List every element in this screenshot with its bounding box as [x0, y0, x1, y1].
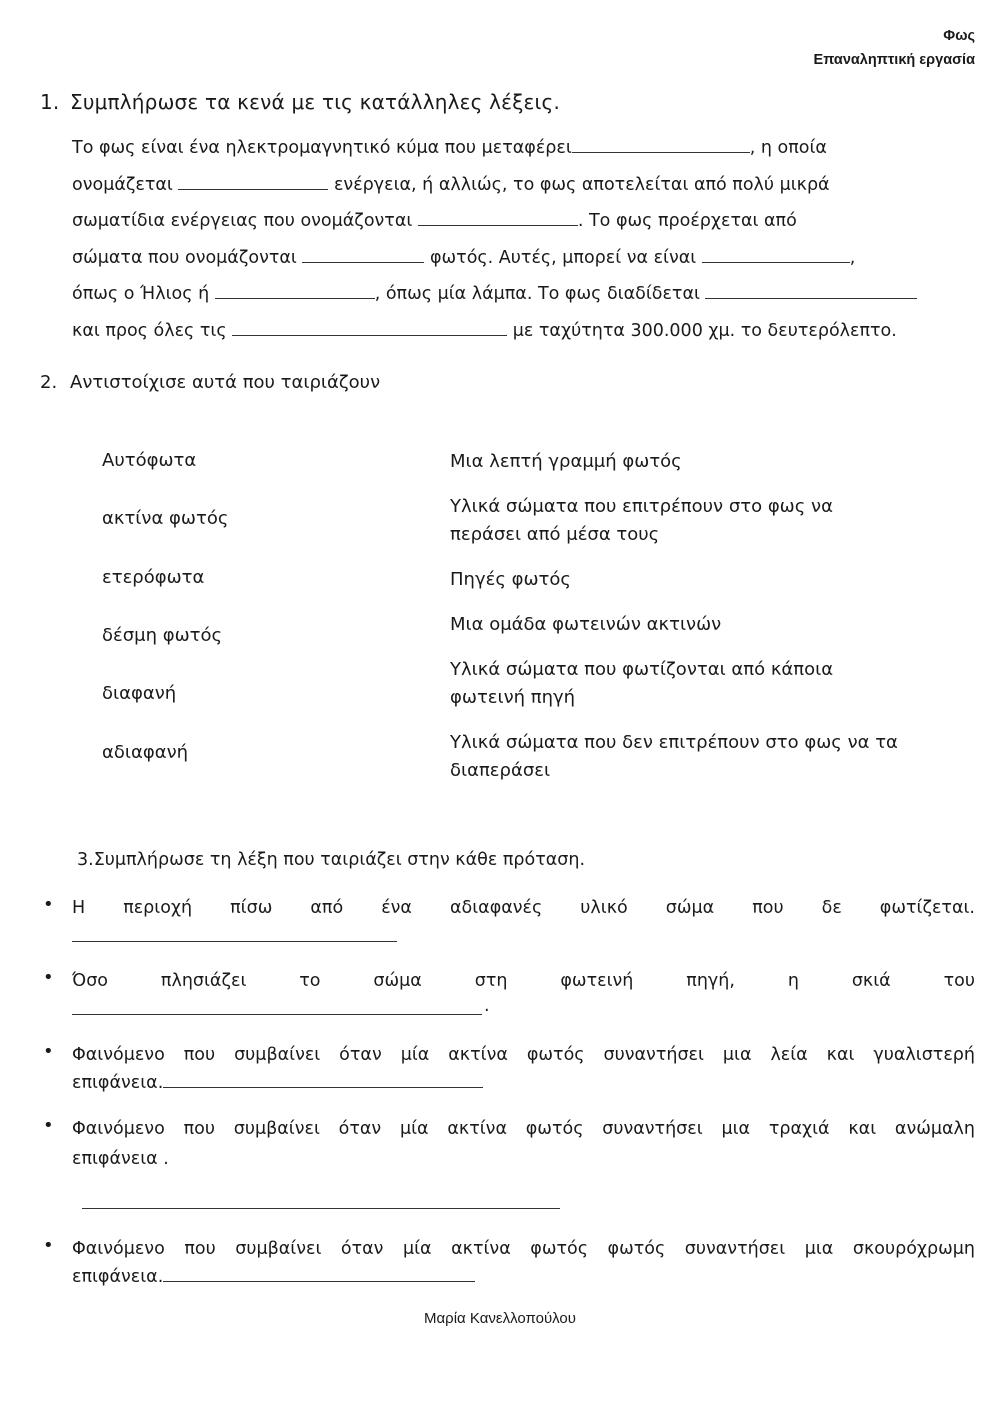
item-end-punct: .	[484, 996, 490, 1016]
match-right-item[interactable]: Πηγές φωτός	[450, 569, 571, 590]
match-right-item[interactable]: Υλικά σώματα που δεν επιτρέπουν στο φως να τα διαπεράσει	[450, 732, 898, 781]
match-left-item[interactable]: ετερόφωτα	[102, 567, 205, 588]
fill-blank-3[interactable]	[418, 207, 578, 226]
fill-blank-8[interactable]	[232, 317, 507, 336]
paragraph-line-2: ονομάζεται ενέργεια, ή αλλιώς, το φως αποτελείται από πολύ μικρά	[72, 167, 972, 204]
paragraph-line-3: σωματίδια ενέργειας που ονομάζονται . Το φως προέρχεται από	[72, 203, 972, 240]
fill-blank-2[interactable]	[178, 171, 328, 190]
match-left-item[interactable]: Αυτόφωτα	[102, 450, 197, 471]
bullet-icon: •	[43, 1235, 54, 1256]
question-3-title: 3.Συμπλήρωσε τη λέξη που ταιριάζει στην κάθε πρόταση.	[77, 850, 586, 870]
match-left-item[interactable]: αδιαφανή	[102, 742, 189, 763]
item-text-line2: επιφάνεια.	[72, 1263, 975, 1291]
match-right-item[interactable]: Μια ομάδα φωτεινών ακτινών	[450, 614, 722, 635]
question-2-title	[40, 372, 380, 393]
question-1-text: Συμπλήρωσε τα κενά με τις κατάλληλες λέξεις.	[70, 90, 561, 114]
match-left-item[interactable]: δέσμη φωτός	[102, 625, 223, 646]
item-text: Φαινόμενο που συμβαίνει όταν μία ακτίνα φωτός συναντήσει μια λεία και γυαλιστερή	[72, 1045, 975, 1065]
answer-blank-5[interactable]	[163, 1263, 475, 1282]
question-2-text: Αντιστοίχισε αυτά που ταιριάζουν	[70, 372, 381, 393]
fill-blank-6[interactable]	[215, 280, 375, 299]
answer-blank-3[interactable]	[163, 1069, 483, 1088]
match-right-item[interactable]: Μια λεπτή γραμμή φωτός	[450, 451, 682, 472]
paragraph-line-5: όπως ο Ήλιος ή , όπως μία λάμπα. Το φως διαδίδεται	[72, 276, 972, 313]
question-1-title	[40, 90, 560, 114]
bullet-icon: •	[43, 967, 54, 988]
item-text: Φαινόμενο που συμβαίνει όταν μία ακτίνα φωτός συναντήσει μια τραχιά και ανώμαλη	[72, 1119, 975, 1139]
match-right-item[interactable]: Υλικά σώματα που φωτίζονται από κάποια φωτεινή πηγή	[450, 659, 834, 708]
paragraph-line-4: σώματα που ονομάζονται φωτός. Αυτές, μπορεί να είναι ,	[72, 240, 972, 277]
bullet-icon: •	[43, 1115, 54, 1136]
fill-blank-1[interactable]	[572, 134, 750, 153]
bullet-icon: •	[43, 1041, 54, 1062]
answer-blank-2[interactable]	[72, 1014, 482, 1015]
fill-blank-5[interactable]	[702, 244, 850, 263]
item-text: Φαινόμενο που συμβαίνει όταν μία ακτίνα φωτός φωτός συναντήσει μια σκουρόχρωμη	[72, 1239, 975, 1259]
item-text-line2: επιφάνεια .	[72, 1149, 169, 1169]
item-text: Η περιοχή πίσω από ένα αδιαφανές υλικό σώμα που δε φωτίζεται.	[72, 898, 975, 918]
match-left-item[interactable]: διαφανή	[102, 683, 177, 704]
page-header	[814, 24, 975, 72]
answer-blank-4[interactable]	[82, 1208, 560, 1209]
question-2-number: 2.	[40, 372, 58, 393]
question-1-number: 1.	[40, 90, 60, 114]
match-left-item[interactable]: ακτίνα φωτός	[102, 508, 229, 529]
header-title: Φως	[943, 28, 975, 44]
item-text-line2: επιφάνεια.	[72, 1069, 975, 1097]
header-subtitle: Επαναληπτική εργασία	[813, 52, 975, 68]
paragraph-line-1: Το φως είναι ένα ηλεκτρομαγνητικό κύμα που μεταφέρει , η οποία	[72, 130, 972, 167]
fill-blank-7[interactable]	[705, 280, 917, 299]
bullet-icon: •	[43, 894, 54, 915]
paragraph-line-6: και προς όλες τις με ταχύτητα 300.000 χμ. το δευτερόλεπτο.	[72, 313, 972, 350]
item-text: Όσο πλησιάζει το σώμα στη φωτεινή πηγή, η σκιά του	[72, 971, 975, 991]
fill-blank-4[interactable]	[302, 244, 424, 263]
author-footer: Μαρία Κανελλοπούλου	[424, 1310, 576, 1327]
match-right-item[interactable]: Υλικά σώματα που επιτρέπουν στο φως να περάσει από μέσα τους	[450, 496, 833, 545]
question-1-paragraph	[72, 130, 972, 349]
answer-blank-1[interactable]	[72, 941, 397, 942]
